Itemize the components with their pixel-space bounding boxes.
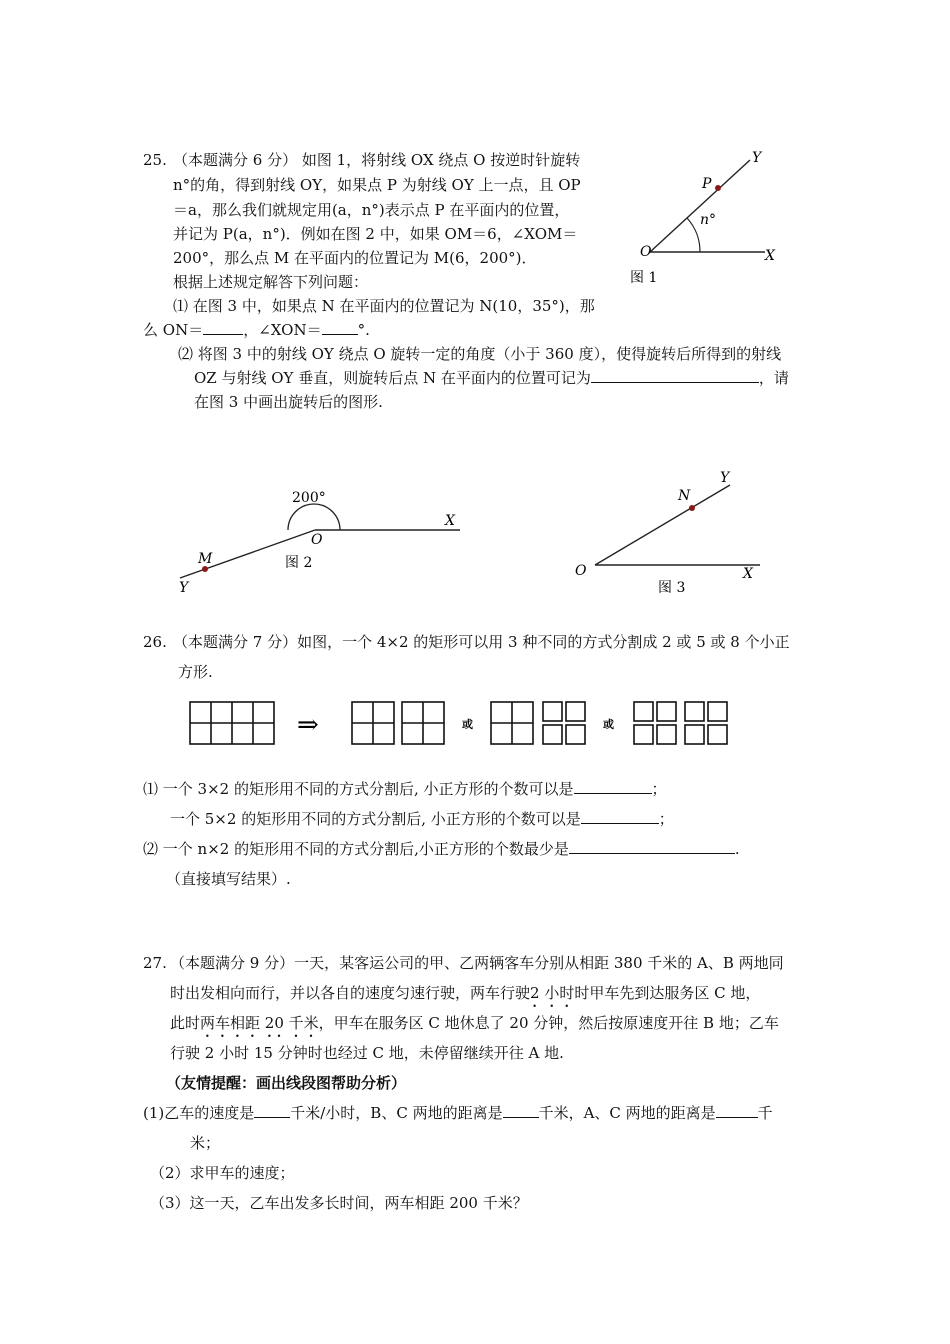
answer-blank-angle[interactable] — [322, 318, 358, 335]
q25-line-2: n°的角，得到射线 OY，如果点 P 为射线 OY 上一点，且 OP — [173, 176, 581, 194]
figure-1 — [620, 140, 800, 290]
q26-sub-1b: 一个 5×2 的矩形用不同的方式分割后, 小正方形的个数可以是 ； — [170, 807, 674, 831]
square-1x1 — [566, 702, 585, 721]
q25-part2-line-c: 在图 3 中画出旋转后的图形. — [194, 393, 383, 411]
q26-line-1: （本题满分 7 分）如图，一个 4×2 的矩形可以用 3 种不同的方式分割成 2 或 5 或 8 个小正 — [173, 633, 790, 651]
label-m: M — [198, 551, 213, 567]
square-1x1 — [543, 725, 562, 744]
label-y: Y — [179, 580, 189, 596]
q26-note: （直接填写结果）. — [166, 870, 291, 888]
label-x: X — [743, 566, 753, 582]
figure-2-caption: 图 2 — [285, 555, 313, 571]
angle-arc — [687, 218, 700, 252]
q27-line-3: 此时两车相距 20 千米，甲车在服务区 C 地休息了 20 分钟，然后按原速度开往 B 地；乙车 — [170, 1014, 779, 1032]
q26-sub-1: ⑴ 一个 3×2 的矩形用不同的方式分割后, 小正方形的个数可以是 ； — [143, 777, 667, 801]
answer-blank-on[interactable] — [203, 318, 243, 335]
label-y: Y — [752, 150, 762, 166]
q25-line-6: 根据上述规定解答下列问题： — [173, 273, 369, 291]
q27-part-2: （2）求甲车的速度； — [150, 1164, 295, 1182]
answer-blank-bc[interactable] — [503, 1101, 539, 1118]
point-n — [689, 505, 695, 511]
q26-sub-2: ⑵ 一个 n×2 的矩形用不同的方式分割后,小正方形的个数最少是 . — [143, 837, 740, 861]
label-o: O — [640, 244, 652, 260]
q25-part2-line-b: OZ 与射线 OY 垂直，则旋转后点 N 在平面内的位置可记为 ，请 — [194, 366, 789, 390]
answer-blank-speed[interactable] — [254, 1101, 290, 1118]
figure-1-caption: 图 1 — [630, 270, 658, 286]
answer-blank-3x2[interactable] — [574, 777, 652, 794]
label-o: O — [575, 563, 587, 579]
square-1x1 — [543, 702, 562, 721]
q27-part-3: （3）这一天，乙车出发多长时间，两车相距 200 千米？ — [150, 1194, 528, 1212]
q27-part-1-end: 米； — [190, 1134, 221, 1152]
answer-blank-position[interactable] — [591, 366, 759, 383]
label-o: O — [311, 532, 323, 548]
figure-2 — [165, 478, 475, 603]
ray-oy — [595, 485, 730, 565]
label-x: X — [445, 513, 455, 529]
label-y: Y — [720, 470, 730, 486]
q25-line-5: 200°，那么点 M 在平面内的位置记为 M(6，200°)． — [173, 249, 537, 267]
label-x: X — [765, 248, 775, 264]
answer-blank-5x2[interactable] — [581, 807, 659, 824]
q27-line-1: （本题满分 9 分）一天，某客运公司的甲、乙两辆客车分别从相距 380 千米的 A、B 两地同 — [170, 954, 784, 972]
figure-3 — [565, 465, 775, 600]
q27-number: 27. — [143, 954, 167, 972]
rectangle-partition-figure — [185, 695, 735, 750]
q27-line-4: 行驶 2 小时 15 分钟时也经过 C 地，未停留继续开往 A 地. — [170, 1044, 564, 1062]
q25-part2-line-a: ⑵ 将图 3 中的射线 OY 绕点 O 旋转一定的角度（小于 360 度），使得旋转后所得到的射线 — [178, 345, 782, 363]
or-label-1: 或 — [462, 718, 473, 731]
square-1x1 — [566, 725, 585, 744]
label-p: P — [702, 176, 712, 192]
q25-number: 25. — [143, 151, 167, 169]
q25-line-4: 并记为 P(a，n°)．例如在图 2 中，如果 OM＝6，∠XOM＝ — [173, 225, 578, 243]
ray-oy — [650, 160, 750, 252]
figure-3-caption: 图 3 — [658, 580, 686, 596]
or-label-2: 或 — [603, 718, 614, 731]
q26-number: 26. — [143, 633, 167, 651]
angle-arc — [288, 504, 340, 530]
q25-part1-line-b: 么 ON＝ ，∠XON＝ °. — [143, 318, 370, 342]
answer-blank-ac[interactable] — [716, 1101, 758, 1118]
q26-line-2: 方形. — [178, 663, 213, 681]
label-angle: n° — [700, 212, 717, 228]
label-n: N — [678, 488, 691, 504]
q27-hint: （友情提醒：画出线段图帮助分析） — [166, 1074, 407, 1092]
q25-line-1: （本题满分 6 分） 如图 1，将射线 OX 绕点 O 按逆时针旋转 — [173, 151, 581, 169]
point-p — [715, 185, 721, 191]
arrow-icon: ⇒ — [297, 710, 319, 740]
q25-line-3: ＝a，那么我们就规定用(a，n°)表示点 P 在平面内的位置， — [173, 201, 570, 219]
answer-blank-nx2[interactable] — [569, 837, 735, 854]
q25-part1-line-a: ⑴ 在图 3 中，如果点 N 在平面内的位置记为 N(10，35°)，那 — [173, 297, 595, 315]
label-angle: 200° — [292, 490, 326, 506]
q27-part-1: (1)乙车的速度是 千米/小时，B、C 两地的距离是 千米，A、C 两地的距离是 千 — [143, 1101, 773, 1125]
q27-line-2: 时出发相向而行，并以各自的速度匀速行驶，两车行驶2 小时时甲车先到达服务区 C 地， — [170, 984, 761, 1002]
